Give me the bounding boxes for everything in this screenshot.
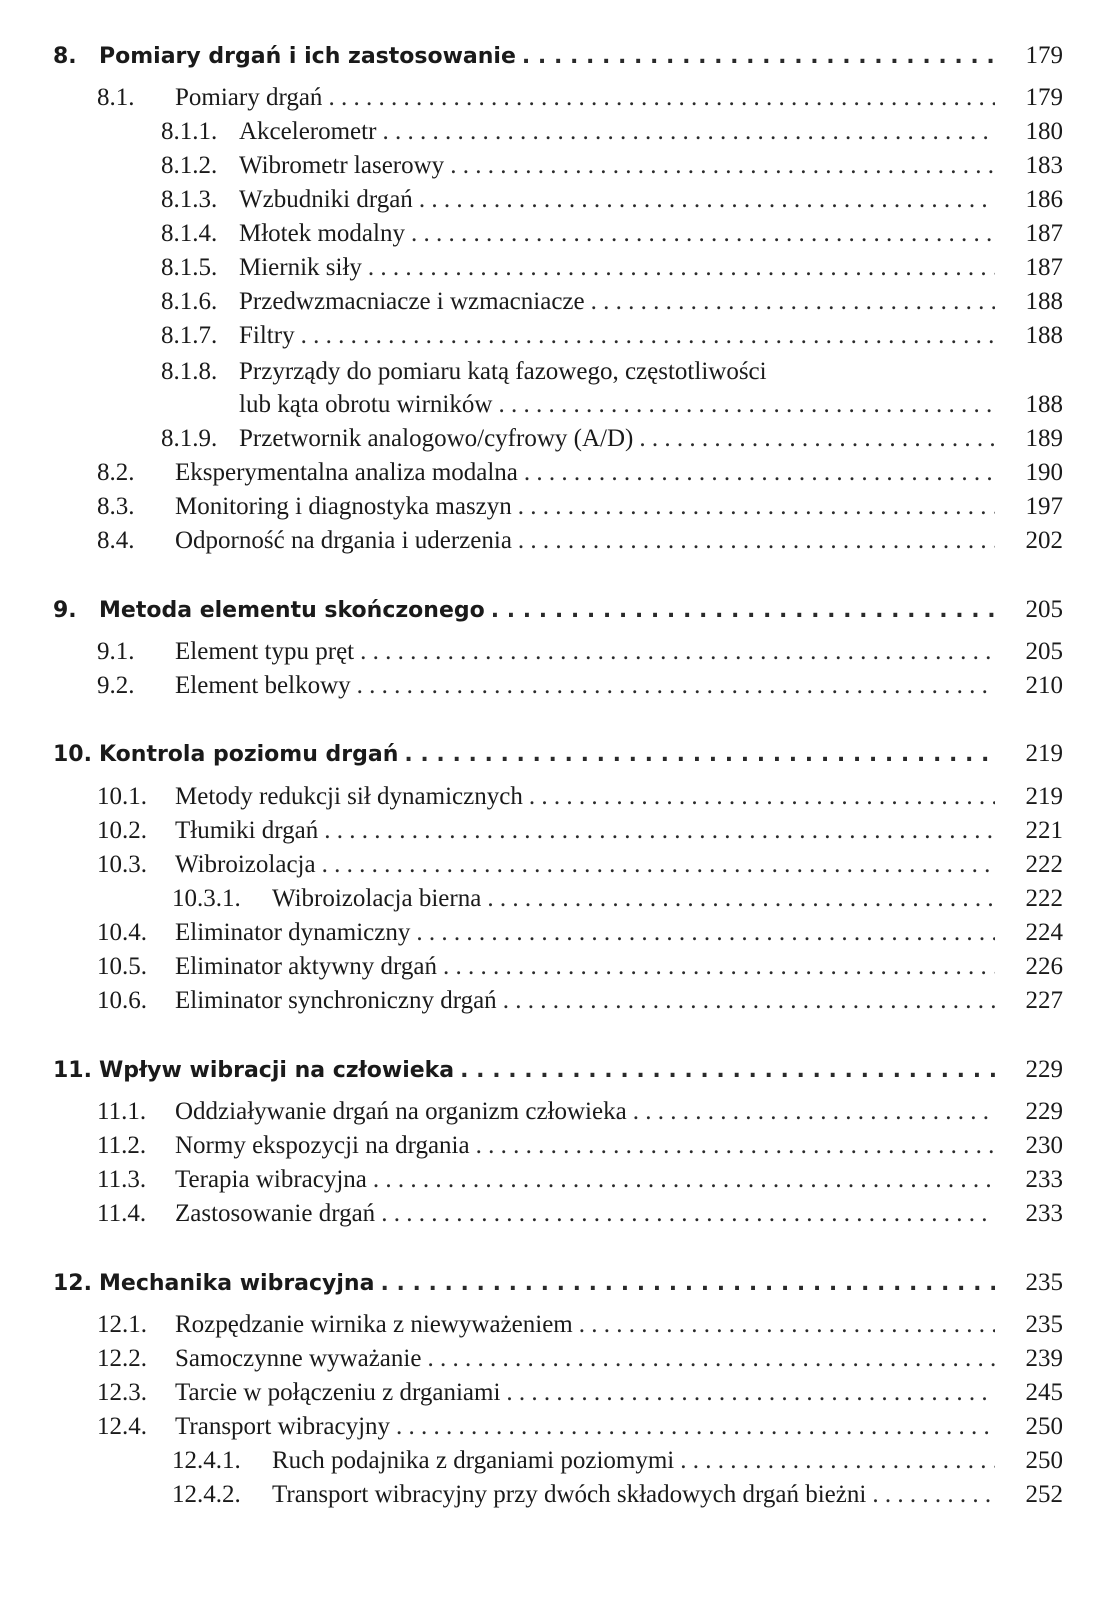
toc-page-number: 229 xyxy=(1025,1056,1063,1083)
dot-leader xyxy=(419,182,995,218)
toc-title: Transport wibracyjny xyxy=(175,1413,391,1440)
toc-section-11-3 xyxy=(97,1162,1063,1198)
toc-title: Przedwzmacniacze i wzmacniacze xyxy=(239,288,585,315)
toc-subsection-8-1-9 xyxy=(161,421,1063,457)
toc-chapter-12 xyxy=(53,1265,1063,1301)
dot-leader xyxy=(416,915,995,951)
toc-page-number: 235 xyxy=(1025,1311,1063,1338)
toc-page-number: 197 xyxy=(1025,493,1063,520)
toc-number: 12.2. xyxy=(97,1345,147,1372)
toc-subsection-8-1-2 xyxy=(161,148,1063,184)
toc-title: Wibroizolacja xyxy=(175,851,316,878)
toc-title: Metody redukcji sił dynamicznych xyxy=(175,783,523,810)
toc-page-number: 187 xyxy=(1025,220,1063,247)
toc-title: Metoda elementu skończonego xyxy=(99,598,485,623)
toc-section-8-4 xyxy=(97,523,1063,559)
dot-leader xyxy=(639,421,995,457)
toc-number: 10.1. xyxy=(97,783,147,810)
toc-title: Element typu pręt xyxy=(175,638,355,665)
toc-number: 11.3. xyxy=(97,1166,147,1193)
toc-section-11-1 xyxy=(97,1094,1063,1130)
toc-page-number: 188 xyxy=(1025,322,1063,349)
dot-leader xyxy=(450,148,995,184)
toc-section-11-2 xyxy=(97,1128,1063,1164)
toc-section-12-2 xyxy=(97,1341,1063,1377)
toc-title: Odporność na drgania i uderzenia xyxy=(175,527,512,554)
dot-leader xyxy=(498,387,995,423)
toc-number: 8.1. xyxy=(97,84,135,111)
dot-leader xyxy=(443,949,995,985)
toc-subsection-8-1-8-line1 xyxy=(161,354,767,390)
toc-section-11-4 xyxy=(97,1196,1063,1232)
toc-title: Eliminator dynamiczny xyxy=(175,919,411,946)
toc-page-number: 219 xyxy=(1025,783,1063,810)
toc-page-number: 179 xyxy=(1025,84,1063,111)
toc-subsection-8-1-4 xyxy=(161,216,1063,252)
dot-leader xyxy=(381,1196,995,1232)
toc-subsection-8-1-5 xyxy=(161,250,1063,286)
toc-title: Przetwornik analogowo/cyfrowy (A/D) xyxy=(239,425,634,452)
toc-page-number: 202 xyxy=(1025,527,1063,554)
toc-subsection-12-4-1 xyxy=(172,1443,1063,1479)
toc-number: 8.4. xyxy=(97,527,135,554)
toc-page-number: 227 xyxy=(1025,987,1063,1014)
toc-title: Pomiary drgań i ich zastosowanie xyxy=(99,44,516,69)
dot-leader xyxy=(460,1053,995,1089)
toc-title: Wibroizolacja bierna xyxy=(272,885,482,912)
toc-title: Oddziaływanie drgań na organizm człowieka xyxy=(175,1098,627,1125)
toc-section-10-3 xyxy=(97,847,1063,883)
toc-number: 8.2. xyxy=(97,459,135,486)
toc-page-number: 233 xyxy=(1025,1200,1063,1227)
toc-subsection-10-3-1 xyxy=(172,881,1063,917)
toc-page-number: 219 xyxy=(1025,740,1063,767)
toc-title: Tłumiki drgań xyxy=(175,817,319,844)
toc-number: 8.1.8. xyxy=(161,358,218,385)
dot-leader xyxy=(357,668,995,704)
toc-title: Element belkowy xyxy=(175,672,351,699)
dot-leader xyxy=(872,1477,995,1513)
toc-number: 9.1. xyxy=(97,638,135,665)
dot-leader xyxy=(360,634,995,670)
toc-page-number: 224 xyxy=(1025,919,1063,946)
toc-subsection-8-1-8-line2 xyxy=(239,387,1063,423)
dot-leader xyxy=(491,593,995,629)
toc-title: Pomiary drgań xyxy=(175,84,323,111)
toc-number: 10.4. xyxy=(97,919,147,946)
toc-number: 12.4.1. xyxy=(172,1447,241,1474)
toc-title: Eksperymentalna analiza modalna xyxy=(175,459,518,486)
toc-number: 11. xyxy=(53,1058,92,1083)
dot-leader xyxy=(579,1307,995,1343)
toc-number: 8.1.5. xyxy=(161,254,218,281)
toc-number: 8. xyxy=(53,44,77,69)
toc-title: Eliminator synchroniczny drgań xyxy=(175,987,497,1014)
toc-section-8-1 xyxy=(97,80,1063,116)
toc-section-9-2 xyxy=(97,668,1063,704)
toc-page-number: 250 xyxy=(1025,1413,1063,1440)
toc-title: Eliminator aktywny drgań xyxy=(175,953,437,980)
toc-number: 12.3. xyxy=(97,1379,147,1406)
toc-page-number: 210 xyxy=(1025,672,1063,699)
toc-subsection-8-1-1 xyxy=(161,114,1063,150)
toc-title: Tarcie w połączeniu z drganiami xyxy=(175,1379,501,1406)
toc-number: 9.2. xyxy=(97,672,135,699)
dot-leader xyxy=(427,1341,995,1377)
toc-number: 8.1.6. xyxy=(161,288,218,315)
toc-subsection-8-1-6 xyxy=(161,284,1063,320)
toc-title: Miernik siły xyxy=(239,254,362,281)
dot-leader xyxy=(680,1443,995,1479)
toc-section-10-2 xyxy=(97,813,1063,849)
toc-number: 8.1.2. xyxy=(161,152,218,179)
toc-page-number: 221 xyxy=(1025,817,1063,844)
toc-section-10-5 xyxy=(97,949,1063,985)
toc-page-number: 187 xyxy=(1025,254,1063,281)
toc-title: Monitoring i diagnostyka maszyn xyxy=(175,493,512,520)
toc-title: Kontrola poziomu drgań xyxy=(99,742,399,767)
dot-leader xyxy=(368,250,995,286)
dot-leader xyxy=(380,1266,995,1302)
toc-number: 11.1. xyxy=(97,1098,147,1125)
toc-title: Wpływ wibracji na człowieka xyxy=(99,1058,455,1083)
toc-chapter-9 xyxy=(53,592,1063,628)
toc-chapter-11 xyxy=(53,1052,1063,1088)
toc-page-number: 180 xyxy=(1025,118,1063,145)
toc-number: 10.2. xyxy=(97,817,147,844)
toc-page-number: 250 xyxy=(1025,1447,1063,1474)
toc-section-10-6 xyxy=(97,983,1063,1019)
toc-page-number: 188 xyxy=(1025,391,1063,418)
toc-title: Transport wibracyjny przy dwóch składowych drgań bieżni xyxy=(272,1481,867,1508)
toc-number: 8.1.3. xyxy=(161,186,218,213)
toc-page-number: 235 xyxy=(1025,1269,1063,1296)
toc-title: Terapia wibracyjna xyxy=(175,1166,367,1193)
toc-page-number: 205 xyxy=(1025,596,1063,623)
toc-section-8-3 xyxy=(97,489,1063,525)
dot-leader xyxy=(503,983,995,1019)
dot-leader xyxy=(522,39,995,75)
dot-leader xyxy=(633,1094,995,1130)
dot-leader xyxy=(591,284,995,320)
toc-section-10-1 xyxy=(97,779,1063,815)
toc-title: Rozpędzanie wirnika z niewyważeniem xyxy=(175,1311,573,1338)
toc-subsection-8-1-3 xyxy=(161,182,1063,218)
toc-title: Normy ekspozycji na drgania xyxy=(175,1132,470,1159)
toc-title: Wzbudniki drgań xyxy=(239,186,413,213)
toc-section-12-3 xyxy=(97,1375,1063,1411)
dot-leader xyxy=(328,80,995,116)
toc-number: 10.3.1. xyxy=(172,885,241,912)
dot-leader xyxy=(373,1162,995,1198)
toc-section-10-4 xyxy=(97,915,1063,951)
toc-number: 10. xyxy=(53,742,92,767)
toc-section-9-1 xyxy=(97,634,1063,670)
dot-leader xyxy=(411,216,995,252)
toc-page-number: 252 xyxy=(1025,1481,1063,1508)
toc-title: Ruch podajnika z drganiami poziomymi xyxy=(272,1447,675,1474)
toc-subsection-8-1-7 xyxy=(161,318,1063,354)
toc-number: 8.1.4. xyxy=(161,220,218,247)
toc-page-number: 188 xyxy=(1025,288,1063,315)
toc-section-12-4 xyxy=(97,1409,1063,1445)
dot-leader xyxy=(518,489,995,525)
toc-section-8-2 xyxy=(97,455,1063,491)
toc-title: Mechanika wibracyjna xyxy=(99,1271,375,1296)
toc-page-number: 230 xyxy=(1025,1132,1063,1159)
toc-title: lub kąta obrotu wirników xyxy=(239,391,493,418)
toc-subsection-12-4-2 xyxy=(172,1477,1063,1513)
toc-title: Filtry xyxy=(239,322,295,349)
toc-title: Przyrządy do pomiaru katą fazowego, częstotliwości xyxy=(239,358,767,385)
dot-leader xyxy=(396,1409,995,1445)
toc-chapter-10 xyxy=(53,736,1063,772)
toc-page-number: 233 xyxy=(1025,1166,1063,1193)
toc-page-number: 222 xyxy=(1025,851,1063,878)
dot-leader xyxy=(404,737,995,773)
toc-chapter-8 xyxy=(53,38,1063,74)
toc-number: 10.5. xyxy=(97,953,147,980)
toc-number: 10.3. xyxy=(97,851,147,878)
toc-number: 12.4. xyxy=(97,1413,147,1440)
toc-number: 8.1.9. xyxy=(161,425,218,452)
dot-leader xyxy=(529,779,995,815)
toc-number: 12.4.2. xyxy=(172,1481,241,1508)
toc-title: Zastosowanie drgań xyxy=(175,1200,376,1227)
toc-page-number: 245 xyxy=(1025,1379,1063,1406)
toc-page-number: 179 xyxy=(1025,42,1063,69)
toc-page-number: 222 xyxy=(1025,885,1063,912)
toc-page-number: 229 xyxy=(1025,1098,1063,1125)
toc-title: Samoczynne wyważanie xyxy=(175,1345,422,1372)
dot-leader xyxy=(487,881,995,917)
toc-page-number: 190 xyxy=(1025,459,1063,486)
toc-number: 11.2. xyxy=(97,1132,147,1159)
dot-leader xyxy=(506,1375,995,1411)
toc-page-number: 239 xyxy=(1025,1345,1063,1372)
toc-number: 12. xyxy=(53,1271,92,1296)
toc-number: 9. xyxy=(53,598,77,623)
toc-page-number: 205 xyxy=(1025,638,1063,665)
dot-leader xyxy=(524,455,995,491)
toc-number: 12.1. xyxy=(97,1311,147,1338)
toc-page-number: 183 xyxy=(1025,152,1063,179)
toc-title: Akcelerometr xyxy=(239,118,377,145)
dot-leader xyxy=(518,523,995,559)
toc-number: 8.3. xyxy=(97,493,135,520)
toc-title: Młotek modalny xyxy=(239,220,405,247)
dot-leader xyxy=(322,847,995,883)
toc-page-number: 186 xyxy=(1025,186,1063,213)
toc-number: 8.1.7. xyxy=(161,322,218,349)
toc-page-number: 226 xyxy=(1025,953,1063,980)
toc-section-12-1 xyxy=(97,1307,1063,1343)
dot-leader xyxy=(476,1128,995,1164)
toc-number: 10.6. xyxy=(97,987,147,1014)
toc-number: 11.4. xyxy=(97,1200,147,1227)
dot-leader xyxy=(382,114,995,150)
toc-page-number: 189 xyxy=(1025,425,1063,452)
toc-title: Wibrometr laserowy xyxy=(239,152,445,179)
dot-leader xyxy=(301,318,995,354)
dot-leader xyxy=(324,813,995,849)
toc-number: 8.1.1. xyxy=(161,118,218,145)
